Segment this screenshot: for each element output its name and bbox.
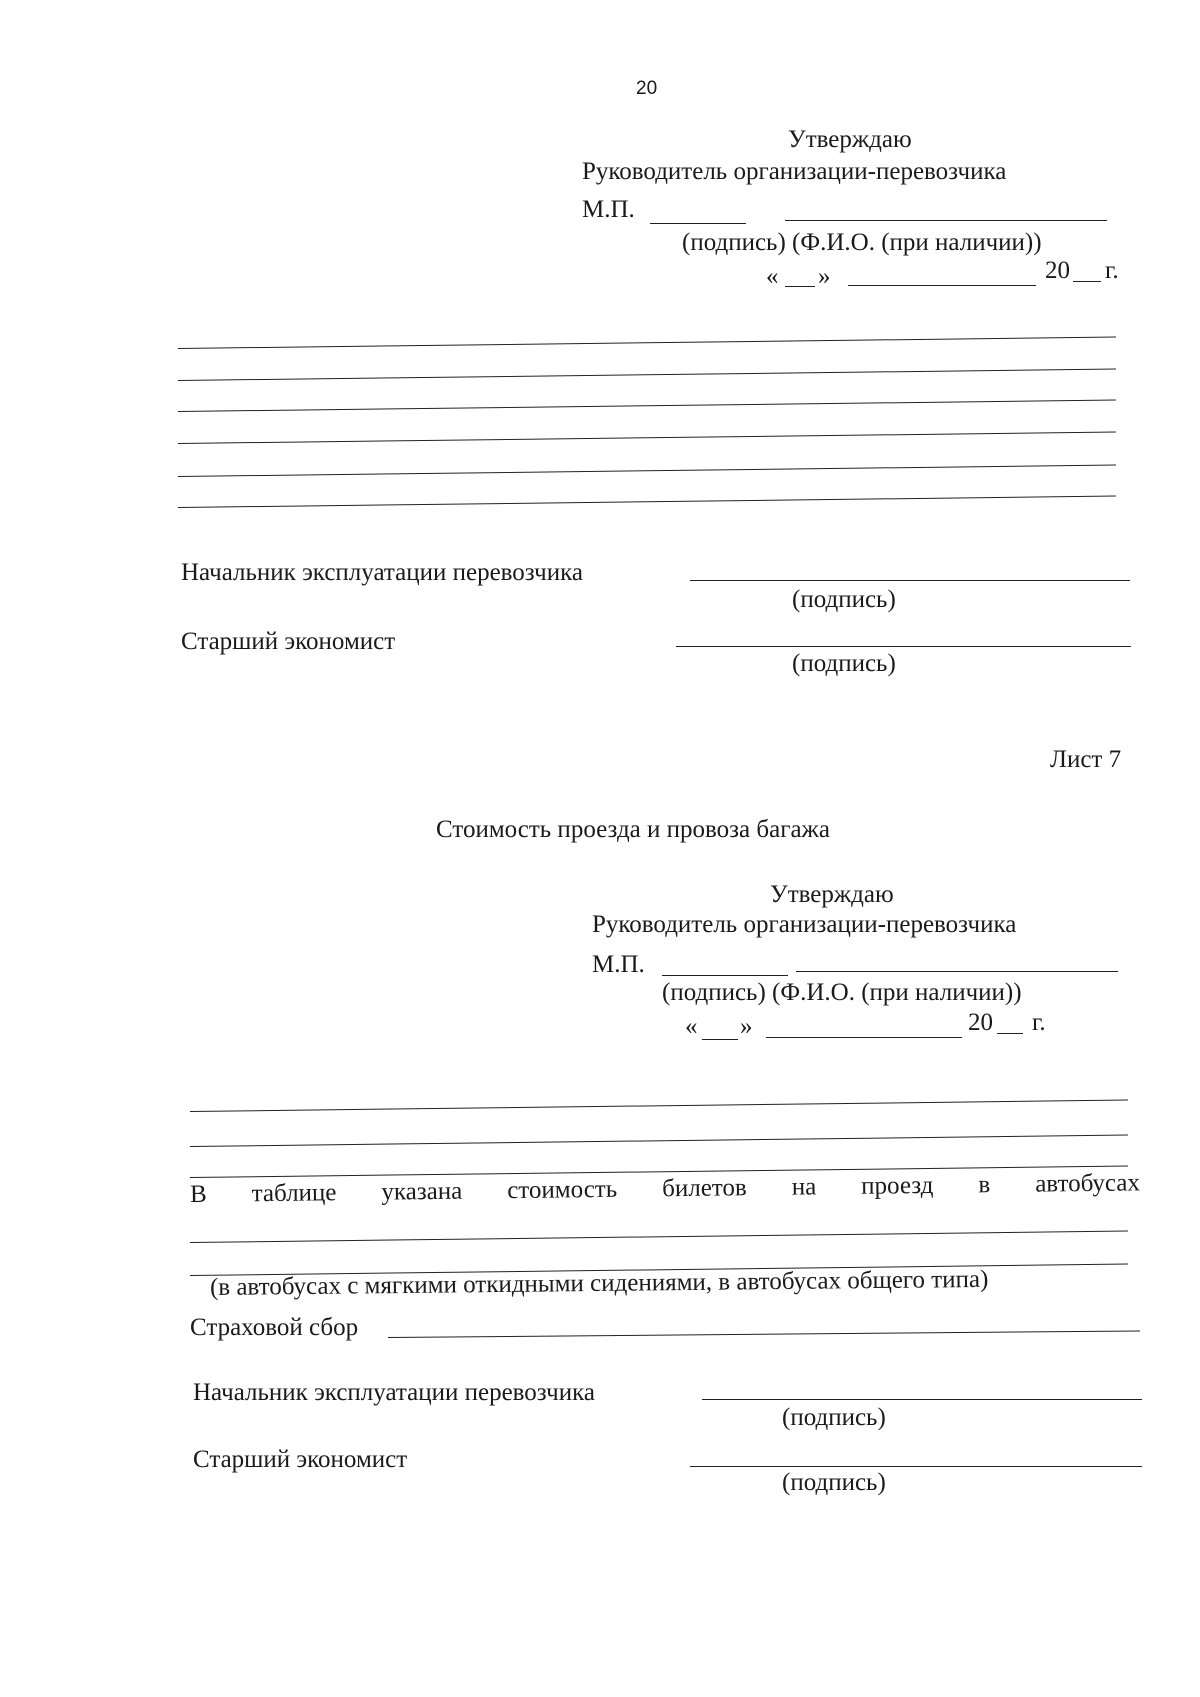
blank-line xyxy=(178,465,1116,477)
chief-signature-line xyxy=(702,1399,1142,1400)
table-word: на xyxy=(791,1173,817,1201)
date-day-line xyxy=(785,286,815,287)
table-word: билетов xyxy=(661,1174,747,1203)
blank-line xyxy=(178,400,1116,412)
blank-line xyxy=(190,1100,1128,1112)
economist-label: Старший экономист xyxy=(181,628,396,655)
economist-label: Старший экономист xyxy=(193,1446,408,1473)
date-day-close: » xyxy=(740,1013,753,1040)
signature-line xyxy=(650,223,746,224)
blank-line xyxy=(178,337,1116,349)
table-word: проезд xyxy=(861,1171,934,1200)
signature-line xyxy=(662,975,788,976)
approve-heading: Утверждаю xyxy=(788,126,912,153)
date-year-line xyxy=(1073,281,1101,282)
chief-label: Начальник эксплуатации перевозчика xyxy=(193,1379,596,1406)
blank-line xyxy=(178,369,1116,381)
stamp-label: М.П. xyxy=(592,951,645,978)
signature-caption: (подпись) (Ф.И.О. (при наличии)) xyxy=(682,229,1042,256)
blank-line xyxy=(190,1135,1128,1147)
economist-signature-caption: (подпись) xyxy=(792,650,896,677)
blank-line xyxy=(178,496,1116,508)
date-year-suffix: г. xyxy=(1032,1009,1046,1036)
chief-signature-caption: (подпись) xyxy=(782,1404,886,1431)
date-month-line xyxy=(848,285,1036,286)
economist-signature-line xyxy=(676,646,1131,647)
table-word: В xyxy=(189,1180,207,1208)
table-word: указана xyxy=(381,1177,463,1206)
chief-signature-line xyxy=(690,580,1130,581)
name-line xyxy=(785,220,1107,221)
date-day-open: « xyxy=(766,263,779,290)
date-day-close: » xyxy=(818,263,831,290)
form-title: Стоимость проезда и провоза багажа xyxy=(436,816,830,843)
economist-signature-caption: (подпись) xyxy=(782,1469,886,1496)
chief-signature-caption: (подпись) xyxy=(792,586,896,613)
table-word: в xyxy=(978,1171,991,1199)
date-year-prefix: 20 xyxy=(1045,257,1070,284)
date-day-line xyxy=(702,1039,738,1040)
table-word: стоимость xyxy=(507,1175,618,1205)
head-title: Руководитель организации-перевозчика xyxy=(592,911,1017,938)
table-word: таблице xyxy=(251,1179,337,1208)
approve-heading: Утверждаю xyxy=(770,881,894,908)
head-title: Руководитель организации-перевозчика xyxy=(582,158,1007,185)
bus-type-note: (в автобусах с мягкими откидными сидениями, в автобусах общего типа) xyxy=(209,1265,989,1301)
date-year-prefix: 20 xyxy=(968,1009,993,1036)
stamp-label: М.П. xyxy=(582,196,635,223)
date-year-suffix: г. xyxy=(1105,257,1119,284)
page-number: 20 xyxy=(636,78,658,99)
chief-label: Начальник эксплуатации перевозчика xyxy=(181,559,584,586)
economist-signature-line xyxy=(690,1466,1142,1467)
date-year-line xyxy=(997,1033,1023,1034)
signature-caption: (подпись) (Ф.И.О. (при наличии)) xyxy=(662,979,1022,1006)
table-word: автобусах xyxy=(1035,1169,1141,1198)
insurance-line xyxy=(388,1330,1140,1338)
date-day-open: « xyxy=(685,1013,698,1040)
name-line xyxy=(796,971,1118,972)
insurance-label: Страховой сбор xyxy=(190,1314,359,1341)
date-month-line xyxy=(766,1037,962,1038)
blank-line xyxy=(190,1231,1128,1243)
blank-line xyxy=(178,432,1116,444)
sheet-label: Лист 7 xyxy=(1050,746,1122,773)
